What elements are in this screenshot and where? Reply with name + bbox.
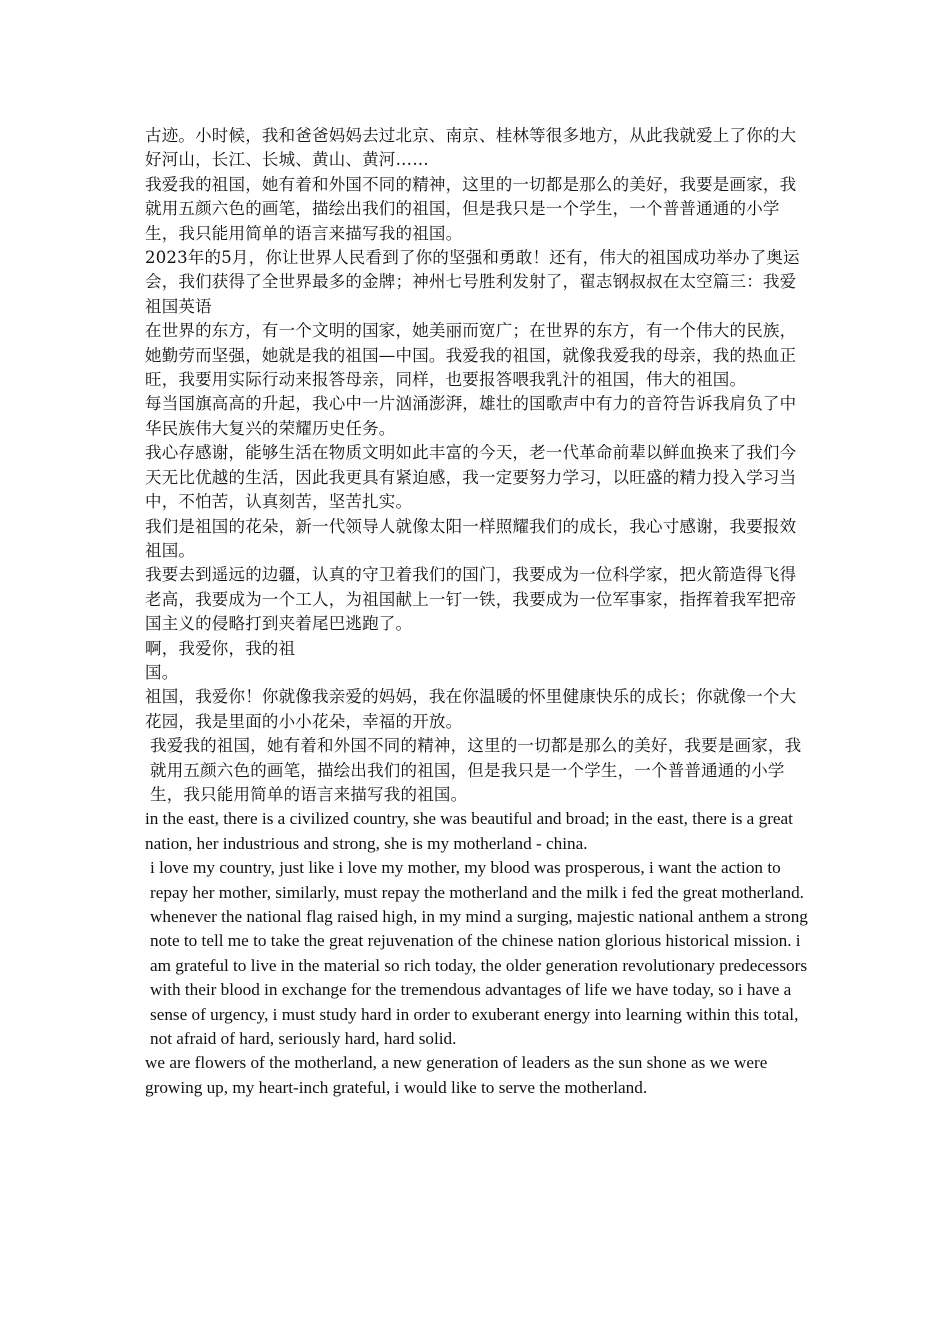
paragraph-12: 我爱我的祖国，她有着和外国不同的精神，这里的一切都是那么的美好，我要是画家，我就用五颜六色的画笔，描绘出我们的祖国，但是我只是一个学生，一个普普通通的小学生，我只能用简单的语言来描写我的祖国。	[150, 736, 802, 804]
paragraph-3: 2023年的5月，你让世界人民看到了你的坚强和勇敢！还有，伟大的祖国成功举办了奥运会，我们获得了全世界最多的金牌；神州七号胜利发射了，翟志钢叔叔在太空篇三：我爱祖国英语	[145, 248, 800, 316]
paragraph-4: 在世界的东方，有一个文明的国家，她美丽而宽广；在世界的东方，有一个伟大的民族，她勤劳而坚强，她就是我的祖国—中国。我爱我的祖国，就像我爱我的母亲，我的热血正旺，我要用实际行动来报答母亲，同样，也要报答喂我乳汁的祖国，伟大的祖国。	[145, 321, 797, 390]
paragraph-7: 我们是祖国的花朵，新一代领导人就像太阳一样照耀我们的成长，我心寸感谢，我要报效祖国。	[145, 516, 797, 560]
paragraph-9: 啊，我爱你，我的祖	[145, 638, 296, 658]
document-body	[145, 124, 810, 1100]
paragraph-11: 祖国，我爱你！你就像我亲爱的妈妈，我在你温暖的怀里健康快乐的成长；你就像一个大花园，我是里面的小小花朵，幸福的开放。	[145, 687, 797, 731]
paragraph-5: 每当国旗高高的升起，我心中一片汹涌澎湃，雄壮的国歌声中有力的音符告诉我肩负了中华民族伟大复兴的荣耀历史任务。	[145, 394, 797, 438]
paragraph-13-english: in the east, there is a civilized country, she was beautiful and broad; in the east, there is a great nation, her industrious and strong, she is my motherland - china.	[145, 809, 793, 853]
paragraph-8: 我要去到遥远的边疆，认真的守卫着我们的国门，我要成为一位科学家，把火箭造得飞得老高，我要成为一个工人，为祖国献上一钉一铁，我要成为一位军事家，指挥着我军把帝国主义的侵略打到夹着尾巴逃跑了。	[145, 565, 797, 634]
paragraph-1: 古迹。小时候，我和爸爸妈妈去过北京、南京、桂林等很多地方，从此我就爱上了你的大好河山，长江、长城、黄山、黄河……	[145, 126, 797, 170]
paragraph-14-english: i love my country, just like i love my mother, my blood was prosperous, i want the action to repay her mother, similarly, must repay the motherland and the milk i fed the great motherland. whenever the national flag raised high, in my mind a surging, majestic national anthem a strong note to tell me to take the great rejuvenation of the chinese nation glorious historical mission. i am grateful to live in the material so rich today, the older generation revolutionary predecessors with their blood in exchange for the tremendous advantages of life we have today, so i have a sense of urgency, i must study hard in order to exuberant energy into learning within this total, not afraid of hard, seriously hard, hard solid.	[150, 858, 808, 1049]
paragraph-2: 我爱我的祖国，她有着和外国不同的精神，这里的一切都是那么的美好，我要是画家，我就用五颜六色的画笔，描绘出我们的祖国，但是我只是一个学生，一个普普通通的小学生，我只能用简单的语言来描写我的祖国。	[145, 174, 797, 243]
paragraph-10: 国。	[145, 662, 179, 682]
paragraph-6: 我心存感谢，能够生活在物质文明如此丰富的今天，老一代革命前辈以鲜血换来了我们今天无比优越的生活，因此我更具有紧迫感，我一定要努力学习，以旺盛的精力投入学习当中，不怕苦，认真刻苦，坚苦扎实。	[145, 443, 797, 512]
paragraph-15-english: we are flowers of the motherland, a new generation of leaders as the sun shone as we were growing up, my heart-inch grateful, i would like to serve the motherland.	[145, 1053, 768, 1097]
